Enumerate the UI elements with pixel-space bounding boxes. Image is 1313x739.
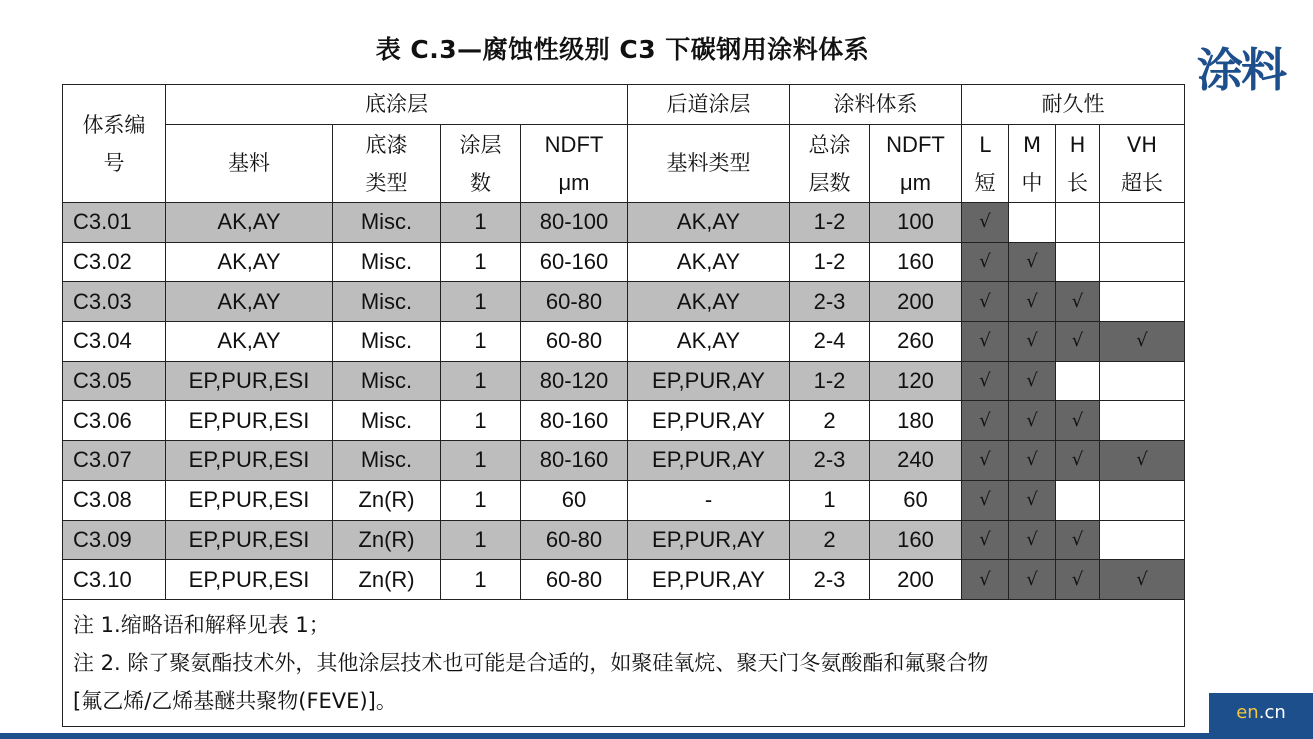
cell-primer-type: Zn(R) — [333, 560, 441, 600]
header-binder: 基料 — [166, 125, 333, 203]
header-system-no: 体系编 号 — [63, 85, 166, 203]
cell-durability-medium: √ — [1009, 480, 1056, 520]
cell-coats: 1 — [441, 322, 521, 362]
cell-system-ndft: 180 — [870, 401, 962, 441]
cell-durability-high: √ — [1056, 560, 1100, 600]
cell-system-id: C3.07 — [63, 441, 166, 481]
cell-binder-type: - — [628, 480, 790, 520]
cell-binder-type: EP,PUR,AY — [628, 361, 790, 401]
cell-system-id: C3.06 — [63, 401, 166, 441]
table-title: 表 C.3—腐蚀性级别 C3 下碳钢用涂料体系 — [375, 35, 870, 64]
cell-primer-type: Misc. — [333, 242, 441, 282]
cell-total-coats: 1 — [790, 480, 870, 520]
cell-coats: 1 — [441, 560, 521, 600]
table-row — [63, 361, 1185, 401]
table-row — [63, 282, 1185, 322]
bottom-bar — [0, 733, 1313, 739]
cell-durability-medium: √ — [1009, 322, 1056, 362]
header-durability-low: L 短 — [962, 125, 1009, 203]
cell-system-id: C3.09 — [63, 520, 166, 560]
cell-system-ndft: 240 — [870, 441, 962, 481]
cell-durability-low: √ — [962, 560, 1009, 600]
notes-row — [63, 599, 1185, 726]
cell-durability-high: √ — [1056, 401, 1100, 441]
cell-total-coats: 1-2 — [790, 203, 870, 243]
cell-primer-type: Misc. — [333, 441, 441, 481]
cell-durability-medium: √ — [1009, 560, 1056, 600]
cell-total-coats: 1-2 — [790, 242, 870, 282]
cell-system-ndft: 100 — [870, 203, 962, 243]
header-row-columns — [63, 125, 1185, 203]
cell-durability-very-high: √ — [1100, 441, 1185, 481]
cell-binder: EP,PUR,ESI — [166, 401, 333, 441]
header-primer-type: 底漆 类型 — [333, 125, 441, 203]
cell-durability-very-high — [1100, 242, 1185, 282]
cell-binder: AK,AY — [166, 242, 333, 282]
cell-coats: 1 — [441, 361, 521, 401]
cell-durability-medium: √ — [1009, 520, 1056, 560]
cell-total-coats: 1-2 — [790, 361, 870, 401]
cell-durability-high: √ — [1056, 441, 1100, 481]
cell-durability-very-high — [1100, 520, 1185, 560]
table-row — [63, 520, 1185, 560]
header-primer-ndft: NDFT μm — [521, 125, 628, 203]
cell-primer-type: Misc. — [333, 282, 441, 322]
cell-system-id: C3.04 — [63, 322, 166, 362]
cell-binder-type: AK,AY — [628, 203, 790, 243]
cell-coats: 1 — [441, 401, 521, 441]
cell-durability-very-high — [1100, 480, 1185, 520]
cell-binder: EP,PUR,ESI — [166, 520, 333, 560]
cell-system-id: C3.05 — [63, 361, 166, 401]
cell-durability-very-high: √ — [1100, 560, 1185, 600]
header-binder-type: 基料类型 — [628, 125, 790, 203]
cell-durability-high — [1056, 361, 1100, 401]
cell-binder: EP,PUR,ESI — [166, 560, 333, 600]
cell-primer-type: Misc. — [333, 401, 441, 441]
cell-binder-type: AK,AY — [628, 282, 790, 322]
table-row — [63, 322, 1185, 362]
cell-primer-ndft: 60-160 — [521, 242, 628, 282]
cell-binder: EP,PUR,ESI — [166, 480, 333, 520]
cell-total-coats: 2-3 — [790, 441, 870, 481]
cell-durability-medium: √ — [1009, 242, 1056, 282]
cell-durability-medium: √ — [1009, 401, 1056, 441]
cell-durability-high — [1056, 203, 1100, 243]
cell-system-id: C3.03 — [63, 282, 166, 322]
table-row — [63, 480, 1185, 520]
cell-system-ndft: 120 — [870, 361, 962, 401]
cell-durability-low: √ — [962, 203, 1009, 243]
cell-binder-type: EP,PUR,AY — [628, 520, 790, 560]
cell-binder: EP,PUR,ESI — [166, 441, 333, 481]
cell-primer-type: Zn(R) — [333, 520, 441, 560]
cell-total-coats: 2-3 — [790, 560, 870, 600]
cell-primer-ndft: 60-80 — [521, 560, 628, 600]
note-2: 注 2. 除了聚氨酯技术外，其他涂层技术也可能是合适的，如聚硅氧烷、聚天门冬氨酸酯和氟聚合物 — [73, 650, 989, 675]
cell-primer-ndft: 60-80 — [521, 322, 628, 362]
cell-primer-ndft: 80-120 — [521, 361, 628, 401]
table-row — [63, 441, 1185, 481]
header-total-coats: 总涂 层数 — [790, 125, 870, 203]
cell-primer-ndft: 60-80 — [521, 520, 628, 560]
cell-binder: AK,AY — [166, 282, 333, 322]
cell-durability-medium: √ — [1009, 441, 1056, 481]
cell-durability-very-high — [1100, 203, 1185, 243]
cell-durability-low: √ — [962, 520, 1009, 560]
cell-total-coats: 2 — [790, 520, 870, 560]
cell-primer-ndft: 80-160 — [521, 401, 628, 441]
cell-durability-low: √ — [962, 282, 1009, 322]
cell-primer-ndft: 60 — [521, 480, 628, 520]
cell-durability-very-high — [1100, 282, 1185, 322]
notes-cell — [63, 599, 1185, 726]
coating-system-table — [62, 84, 1185, 727]
cell-binder: AK,AY — [166, 322, 333, 362]
header-row-groups — [63, 85, 1185, 125]
cell-durability-high — [1056, 242, 1100, 282]
cell-system-ndft: 200 — [870, 282, 962, 322]
cell-system-ndft: 60 — [870, 480, 962, 520]
cell-durability-low: √ — [962, 480, 1009, 520]
header-system-group: 涂料体系 — [790, 85, 962, 125]
corner-logo: 涂料 — [1197, 43, 1285, 97]
header-durability-very-high: VH 超长 — [1100, 125, 1185, 203]
cell-binder-type: AK,AY — [628, 242, 790, 282]
cell-binder-type: EP,PUR,AY — [628, 441, 790, 481]
cell-system-ndft: 260 — [870, 322, 962, 362]
cell-primer-ndft: 80-100 — [521, 203, 628, 243]
table-body — [63, 203, 1185, 600]
cell-binder: AK,AY — [166, 203, 333, 243]
cell-binder-type: AK,AY — [628, 322, 790, 362]
cell-total-coats: 2-4 — [790, 322, 870, 362]
note-1: 注 1.缩略语和解释见表 1； — [73, 612, 330, 637]
cell-coats: 1 — [441, 282, 521, 322]
cell-durability-very-high — [1100, 361, 1185, 401]
table-row — [63, 401, 1185, 441]
cell-primer-type: Misc. — [333, 361, 441, 401]
cell-durability-very-high — [1100, 401, 1185, 441]
header-subsequent-group: 后道涂层 — [628, 85, 790, 125]
cell-system-id: C3.08 — [63, 480, 166, 520]
cell-durability-very-high: √ — [1100, 322, 1185, 362]
note-2-continued: [氟乙烯/乙烯基醚共聚物(FEVE)]。 — [73, 688, 397, 713]
cell-durability-high: √ — [1056, 322, 1100, 362]
cell-durability-medium — [1009, 203, 1056, 243]
cell-system-id: C3.01 — [63, 203, 166, 243]
cell-durability-low: √ — [962, 322, 1009, 362]
table-row — [63, 203, 1185, 243]
cell-durability-medium: √ — [1009, 361, 1056, 401]
cell-durability-high: √ — [1056, 282, 1100, 322]
cell-coats: 1 — [441, 203, 521, 243]
header-durability-medium: M 中 — [1009, 125, 1056, 203]
cell-system-ndft: 160 — [870, 520, 962, 560]
cell-binder-type: EP,PUR,AY — [628, 560, 790, 600]
cell-durability-high: √ — [1056, 520, 1100, 560]
cell-total-coats: 2-3 — [790, 282, 870, 322]
cell-coats: 1 — [441, 441, 521, 481]
cell-system-id: C3.02 — [63, 242, 166, 282]
table-row — [63, 242, 1185, 282]
cell-primer-type: Misc. — [333, 203, 441, 243]
cell-durability-low: √ — [962, 401, 1009, 441]
cell-coats: 1 — [441, 520, 521, 560]
cell-durability-low: √ — [962, 242, 1009, 282]
cell-primer-type: Misc. — [333, 322, 441, 362]
cell-primer-type: Zn(R) — [333, 480, 441, 520]
cell-system-ndft: 160 — [870, 242, 962, 282]
cell-coats: 1 — [441, 242, 521, 282]
header-coats: 涂层 数 — [441, 125, 521, 203]
table-row — [63, 560, 1185, 600]
cell-coats: 1 — [441, 480, 521, 520]
header-primer-group: 底涂层 — [166, 85, 628, 125]
cell-durability-high — [1056, 480, 1100, 520]
cell-durability-medium: √ — [1009, 282, 1056, 322]
cell-primer-ndft: 60-80 — [521, 282, 628, 322]
cell-system-ndft: 200 — [870, 560, 962, 600]
cell-durability-low: √ — [962, 361, 1009, 401]
header-system-ndft: NDFT μm — [870, 125, 962, 203]
cell-system-id: C3.10 — [63, 560, 166, 600]
cell-primer-ndft: 80-160 — [521, 441, 628, 481]
cell-binder-type: EP,PUR,AY — [628, 401, 790, 441]
header-durability-group: 耐久性 — [962, 85, 1185, 125]
site-badge: en.cn — [1209, 693, 1313, 733]
cell-durability-low: √ — [962, 441, 1009, 481]
header-durability-high: H 长 — [1056, 125, 1100, 203]
cell-binder: EP,PUR,ESI — [166, 361, 333, 401]
cell-total-coats: 2 — [790, 401, 870, 441]
